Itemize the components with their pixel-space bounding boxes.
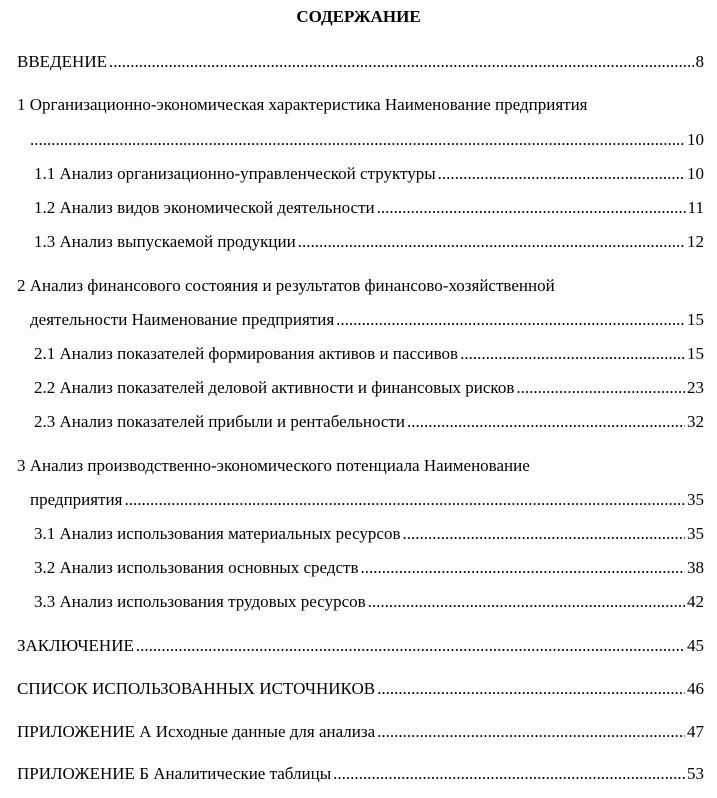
toc-entry-label: ПРИЛОЖЕНИЕ Б Аналитические таблицы — [17, 764, 332, 783]
toc-entry-appendix-b[interactable] — [17, 763, 704, 785]
toc-entry-label: ЗАКЛЮЧЕНИЕ — [17, 636, 134, 655]
toc-entry-label: 1.3 Анализ выпускаемой продукции — [34, 232, 296, 251]
dot-leader — [407, 411, 685, 433]
dot-leader — [298, 231, 685, 253]
toc-entry-page: 53 — [687, 764, 704, 783]
toc-entry-page: 10 — [687, 130, 704, 149]
toc-entry-page: 35 — [687, 490, 704, 509]
toc-entry-label: 3.2 Анализ использования основных средств — [34, 558, 359, 577]
toc-entry-page: 35 — [687, 524, 704, 543]
toc-entry-page: 38 — [687, 558, 704, 577]
toc-entry-appendix-a[interactable] — [17, 721, 704, 743]
toc-entry-label: деятельности Наименование предприятия — [30, 310, 335, 329]
dot-leader — [377, 197, 686, 219]
toc-entry-label: 2.2 Анализ показателей деловой активности и финансовых рисков — [34, 378, 515, 397]
toc-entry-page: 8 — [695, 52, 704, 71]
toc-entry-page: 42 — [687, 592, 704, 611]
toc-entry-sources[interactable] — [17, 678, 704, 700]
dot-leader — [136, 635, 685, 657]
toc-section-1-title[interactable]: 1 Организационно-экономическая характеристика Наименование предприятия — [17, 95, 588, 114]
toc-section-1-leader[interactable] — [30, 129, 704, 151]
dot-leader — [360, 557, 685, 579]
dot-leader — [516, 377, 685, 399]
toc-entry-page: 47 — [687, 722, 704, 741]
toc-section-3-title[interactable]: 3 Анализ производственно-экономического потенциала Наименование — [17, 456, 530, 475]
toc-entry-page: 11 — [687, 198, 704, 217]
toc-section-2-leader[interactable] — [30, 309, 704, 331]
toc-entry-2-2[interactable] — [34, 377, 704, 399]
toc-entry-page: 10 — [687, 164, 704, 183]
dot-leader — [109, 51, 694, 73]
toc-entry-1-1[interactable] — [34, 163, 704, 185]
toc-entry-page: 12 — [687, 232, 704, 251]
toc-entry-2-3[interactable] — [34, 411, 704, 433]
dot-leader — [438, 163, 685, 185]
toc-entry-page: 46 — [687, 679, 704, 698]
toc-entry-3-2[interactable] — [34, 557, 704, 579]
toc-entry-page: 45 — [687, 636, 704, 655]
dot-leader — [377, 721, 685, 743]
toc-entry-3-1[interactable] — [34, 523, 704, 545]
toc-section-3-leader[interactable] — [30, 489, 704, 511]
dot-leader — [336, 309, 685, 331]
toc-entry-label: 2.3 Анализ показателей прибыли и рентабельности — [34, 412, 406, 431]
dot-leader — [124, 489, 685, 511]
toc-entry-intro[interactable] — [17, 51, 704, 73]
toc-entry-page: 15 — [687, 310, 704, 329]
toc-entry-page: 32 — [687, 412, 704, 431]
toc-entry-label: ВВЕДЕНИЕ — [17, 52, 107, 71]
dot-leader — [460, 343, 685, 365]
toc-entry-label: 3.3 Анализ использования трудовых ресурсов — [34, 592, 366, 611]
toc-entry-label: ПРИЛОЖЕНИЕ А Исходные данные для анализа — [17, 722, 376, 741]
toc-entry-conclusion[interactable] — [17, 635, 704, 657]
dot-leader — [30, 129, 685, 151]
toc-entry-page: 15 — [687, 344, 704, 363]
dot-leader — [377, 678, 685, 700]
toc-entry-2-1[interactable] — [34, 343, 704, 365]
toc-entry-page: 23 — [687, 378, 704, 397]
toc-entry-label: предприятия — [30, 490, 123, 509]
toc-entry-label: 1.1 Анализ организационно-управленческой структуры — [34, 164, 436, 183]
toc-title: СОДЕРЖАНИЕ — [296, 7, 421, 26]
toc-section-2-title[interactable]: 2 Анализ финансового состояния и результатов финансово-хозяйственной — [17, 276, 555, 295]
toc-entry-1-3[interactable] — [34, 231, 704, 253]
toc-entry-1-2[interactable] — [34, 197, 704, 219]
dot-leader — [333, 763, 685, 785]
toc-entry-3-3[interactable] — [34, 591, 704, 613]
toc-entry-label: 2.1 Анализ показателей формирования активов и пассивов — [34, 344, 459, 363]
dot-leader — [368, 591, 685, 613]
toc-entry-label: 3.1 Анализ использования материальных ресурсов — [34, 524, 401, 543]
toc-entry-label: СПИСОК ИСПОЛЬЗОВАННЫХ ИСТОЧНИКОВ — [17, 679, 376, 698]
toc-entry-label: 1.2 Анализ видов экономической деятельности — [34, 198, 375, 217]
dot-leader — [402, 523, 685, 545]
